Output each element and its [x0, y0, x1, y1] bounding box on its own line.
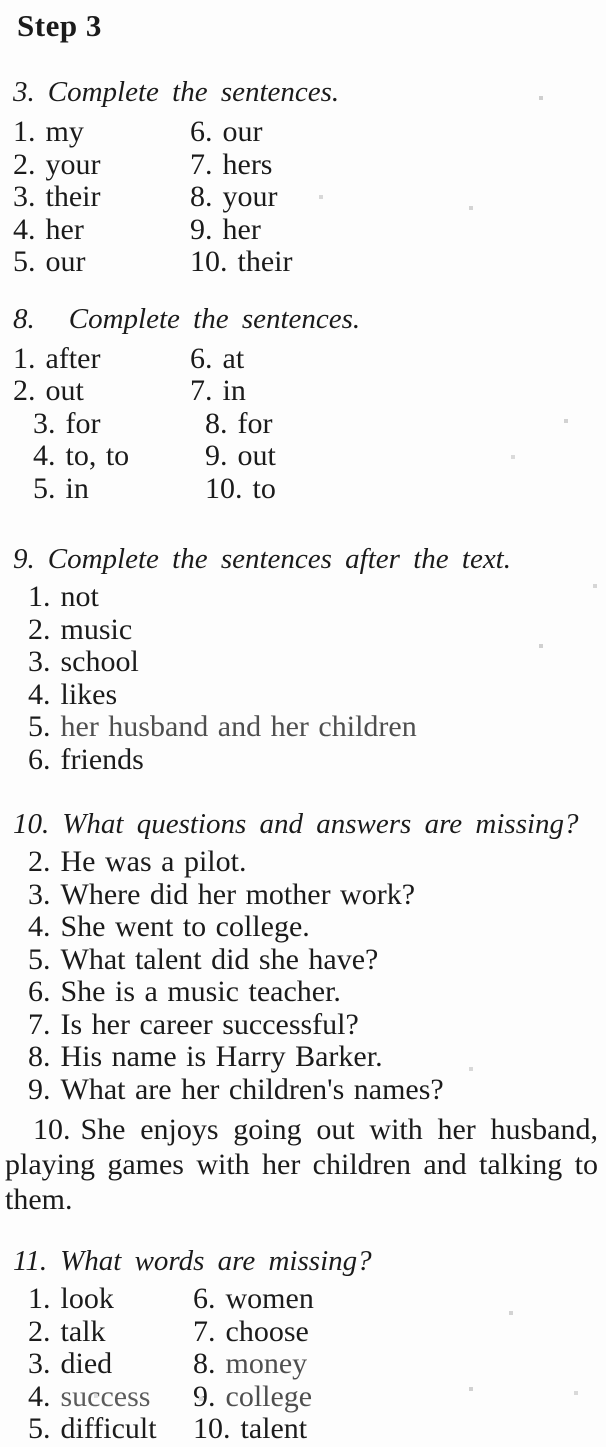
- answer-text: your: [222, 180, 278, 213]
- answer-cell: [205, 473, 276, 506]
- answer-number: 1.: [28, 1282, 51, 1315]
- answer-row: [28, 614, 598, 647]
- answer-number: 7.: [190, 147, 213, 181]
- answer-number: 4.: [28, 910, 51, 943]
- answer-cell: [13, 181, 190, 214]
- answer-number: 3.: [28, 645, 51, 678]
- answer-row: [28, 1283, 598, 1316]
- answer-cell: [190, 214, 261, 247]
- exercise-9: [13, 541, 598, 776]
- exercise-8: [13, 301, 598, 506]
- answer-row: [13, 181, 598, 214]
- answer-cell: [13, 214, 190, 247]
- answer-text: their: [45, 180, 101, 213]
- answer-text: money: [225, 1347, 308, 1380]
- exercise-9-number: 9.: [13, 543, 35, 575]
- answer-cell: [193, 1413, 307, 1446]
- answer-row: [28, 976, 598, 1009]
- answer-text: difficult: [60, 1412, 157, 1445]
- answer-number: 2.: [13, 147, 36, 181]
- answer-row: [28, 1381, 598, 1414]
- exercise-11: [13, 1243, 598, 1446]
- answer-cell: [190, 375, 246, 408]
- answer-number: 4.: [13, 212, 36, 246]
- answer-number: 5.: [28, 1412, 51, 1445]
- answer-text: friends: [60, 742, 144, 776]
- exercise-3-answers: [13, 116, 598, 279]
- answer-cell: [193, 1381, 312, 1414]
- answer-row: [28, 879, 598, 912]
- answer-text: to, to: [65, 439, 130, 472]
- answer-number: 2.: [28, 1314, 51, 1348]
- answer-cell: [193, 1316, 309, 1349]
- exercise-10-number: 10.: [13, 808, 50, 840]
- answer-cell: [28, 1283, 193, 1316]
- answer-number: 10.: [205, 471, 243, 505]
- answer-cell: [205, 440, 276, 473]
- answer-text: She is a music teacher.: [60, 975, 341, 1008]
- answer-number: 1.: [13, 115, 36, 148]
- answer-number: 4.: [33, 439, 56, 472]
- answer-text: to: [252, 471, 276, 505]
- exercise-10-answers: [28, 846, 598, 1106]
- answer-text: her husband and her children: [60, 710, 417, 743]
- answer-number: 7.: [28, 1007, 51, 1041]
- answer-text: hers: [222, 147, 273, 181]
- answer-text: for: [65, 406, 101, 440]
- answer-cell: [33, 440, 205, 473]
- answer-number: 7.: [193, 1314, 216, 1348]
- answer-text: talent: [240, 1412, 308, 1445]
- answer-cell: [28, 1316, 193, 1349]
- exercise-11-answers: [28, 1283, 598, 1446]
- answer-cell: [190, 343, 244, 376]
- exercise-9-title: Complete the sentences after the text.: [47, 543, 511, 575]
- answer-text: music: [60, 612, 133, 646]
- scan-noise: [0, 0, 2, 2]
- answer-text: at: [222, 341, 245, 375]
- answer-row: [13, 375, 598, 408]
- exercise-3-title: Complete the sentences.: [47, 76, 340, 108]
- answer-number: 3.: [28, 1347, 51, 1380]
- answer-number: 7.: [190, 374, 213, 407]
- answer-text: our: [222, 115, 263, 148]
- answer-row: [28, 1413, 598, 1446]
- answer-number: 3.: [13, 180, 36, 213]
- answer-row: [28, 1074, 598, 1107]
- answer-number: 4.: [28, 1379, 51, 1413]
- answer-number: 9.: [193, 1379, 216, 1413]
- answer-text: in: [65, 471, 89, 505]
- page-title: Step 3: [17, 8, 102, 43]
- exercise-8-answers: [13, 343, 598, 506]
- answer-number: 8.: [190, 180, 213, 213]
- answer-number: 6.: [190, 341, 213, 375]
- answer-row: [28, 581, 598, 614]
- answer-number: 3.: [28, 877, 51, 911]
- answer-row: [28, 1316, 598, 1349]
- answer-text: their: [237, 245, 293, 278]
- answer-cell: [190, 181, 278, 214]
- answer-text: your: [45, 147, 101, 181]
- answer-text: women: [225, 1282, 314, 1315]
- answer-text: for: [237, 406, 273, 440]
- answer-text: died: [60, 1347, 113, 1380]
- answer-text: after: [45, 341, 101, 375]
- exercise-8-heading: [13, 301, 598, 337]
- answer-cell: [28, 1381, 193, 1414]
- answer-number: 2.: [13, 374, 36, 407]
- answer-number: 2.: [28, 845, 51, 878]
- answer-text: in: [222, 374, 246, 407]
- exercise-9-answers: [28, 581, 598, 776]
- answer-number: 6.: [28, 975, 51, 1008]
- answer-text: Where did her mother work?: [60, 877, 416, 911]
- answer-number: 10.: [33, 1113, 71, 1146]
- answer-row: [28, 679, 598, 712]
- answer-number: 8.: [28, 1040, 51, 1073]
- answer-cell: [193, 1348, 307, 1381]
- answer-number: 5.: [13, 245, 36, 278]
- answer-number: 9.: [190, 212, 213, 246]
- answer-number: 9.: [205, 439, 228, 472]
- exercise-11-heading: [13, 1243, 598, 1279]
- answer-number: 1.: [13, 341, 36, 375]
- answer-row: [28, 911, 598, 944]
- answer-text: What are her children's names?: [60, 1072, 444, 1106]
- answer-row: [13, 214, 598, 247]
- answer-text: His name is Harry Barker.: [60, 1040, 383, 1073]
- exercise-10-title: What questions and answers are missing?: [62, 808, 579, 840]
- exercise-8-title: Complete the sentences.: [68, 302, 361, 335]
- exercise-10-heading: [13, 806, 598, 842]
- answer-number: 8.: [193, 1347, 216, 1380]
- answer-number: 6.: [193, 1282, 216, 1315]
- answer-text: not: [60, 580, 99, 613]
- answer-cell: [190, 149, 272, 182]
- answer-cell: [28, 1413, 193, 1446]
- answer-number: 5.: [28, 710, 51, 743]
- answer-cell: [13, 149, 190, 182]
- answer-text: out: [45, 374, 84, 407]
- answer-cell: [190, 246, 292, 279]
- answer-text: She went to college.: [60, 910, 310, 943]
- answer-text: her: [222, 212, 261, 246]
- answer-row: [28, 944, 598, 977]
- answer-row: [13, 343, 598, 376]
- answer-row: [28, 1348, 598, 1381]
- answer-cell: [193, 1283, 314, 1316]
- answer-row: [28, 1009, 598, 1042]
- answer-number: 10.: [190, 245, 228, 278]
- exercise-10: [5, 806, 598, 1217]
- answer-cell: [13, 343, 190, 376]
- answer-text: He was a pilot.: [60, 845, 247, 878]
- answer-text: college: [225, 1379, 313, 1413]
- answer-text: school: [60, 645, 139, 678]
- exercise-11-number: 11.: [13, 1245, 48, 1277]
- answer-row: [13, 473, 598, 506]
- answer-number: 4.: [28, 677, 51, 711]
- answer-text: talk: [60, 1314, 106, 1348]
- answer-text: my: [45, 115, 84, 148]
- answer-cell: [28, 1348, 193, 1381]
- answer-number: 5.: [33, 471, 56, 505]
- answer-text: her: [45, 212, 84, 246]
- answer-row: [28, 1041, 598, 1074]
- exercise-3-heading: [13, 74, 598, 110]
- exercise-11-title: What words are missing?: [60, 1245, 372, 1277]
- answer-cell: [13, 116, 190, 149]
- answer-row: [28, 646, 598, 679]
- answer-number: 8.: [205, 406, 228, 440]
- answer-cell: [33, 473, 205, 506]
- answer-number: 6.: [190, 115, 213, 148]
- answer-cell: [205, 408, 272, 441]
- answer-row: [13, 149, 598, 182]
- answer-text: success: [60, 1379, 151, 1413]
- answer-cell: [13, 375, 190, 408]
- answer-number: 6.: [28, 742, 51, 776]
- answer-number: 5.: [28, 942, 51, 976]
- answer-text: What talent did she have?: [60, 942, 379, 976]
- answer-row: [13, 246, 598, 279]
- exercise-9-heading: [13, 541, 598, 577]
- answer-number: 3.: [33, 406, 56, 440]
- answer-number: 2.: [28, 612, 51, 646]
- exercise-8-number: 8.: [13, 302, 35, 335]
- exercise-3-number: 3.: [13, 76, 35, 108]
- answer-text: She enjoys going out with her husband, playing games with her children and talking to them.: [5, 1113, 598, 1216]
- answer-paragraph: [5, 1112, 598, 1217]
- answer-text: likes: [60, 677, 118, 711]
- answer-number: 9.: [28, 1072, 51, 1106]
- answer-text: choose: [225, 1314, 309, 1348]
- answer-text: out: [237, 439, 276, 472]
- answer-text: look: [60, 1282, 114, 1315]
- answer-row: [13, 440, 598, 473]
- answer-text: Is her career successful?: [60, 1007, 359, 1041]
- exercise-3: [13, 74, 598, 279]
- answer-row: [13, 116, 598, 149]
- answer-number: 1.: [28, 580, 51, 613]
- answer-cell: [13, 246, 190, 279]
- answer-row: [28, 846, 598, 879]
- answer-number: 10.: [193, 1412, 231, 1445]
- answer-row: [28, 744, 598, 777]
- answer-cell: [33, 408, 205, 441]
- answer-row: [13, 408, 598, 441]
- answer-cell: [190, 116, 263, 149]
- answer-row: [28, 711, 598, 744]
- answer-text: our: [45, 245, 86, 278]
